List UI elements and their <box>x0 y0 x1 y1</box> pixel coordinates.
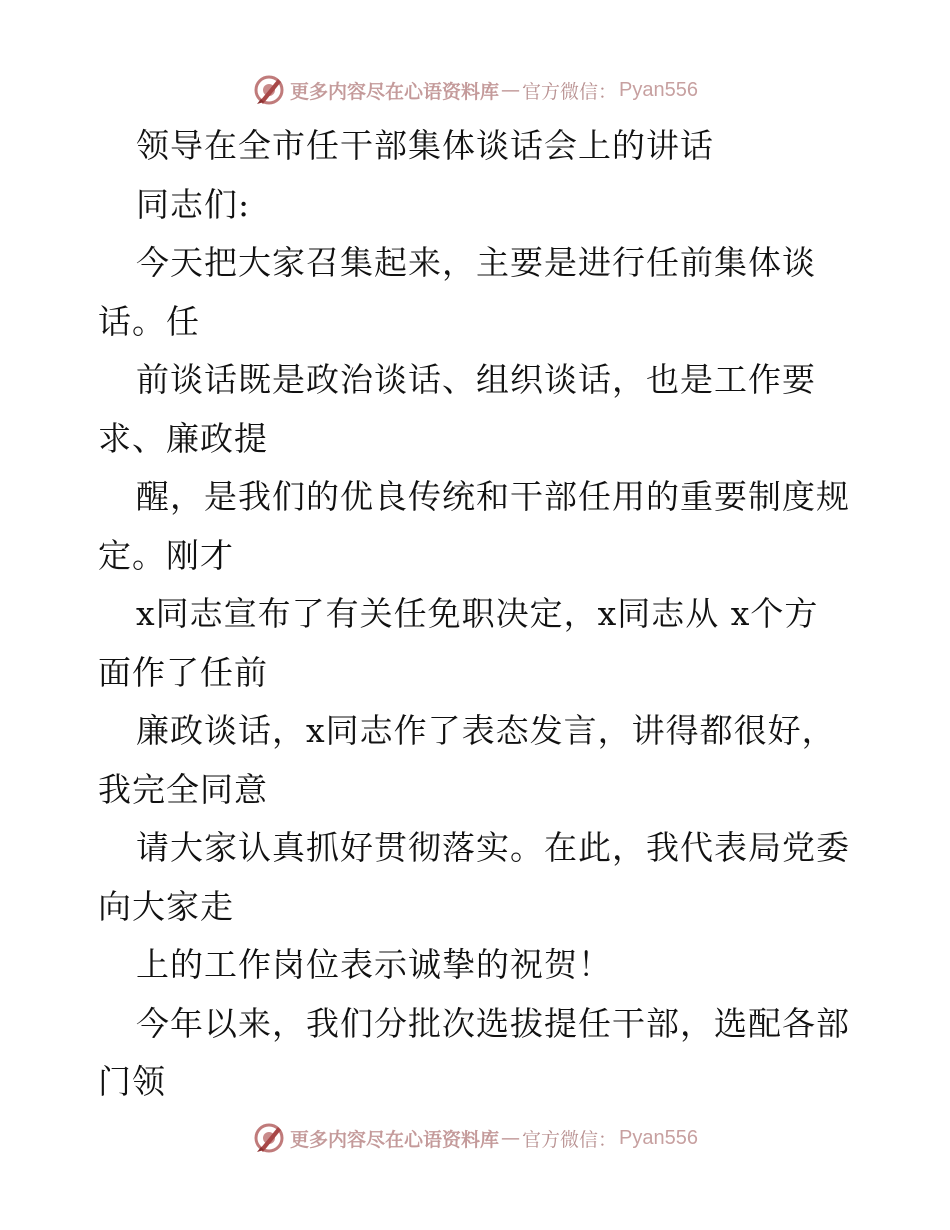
text-line: 门领 <box>98 1062 166 1101</box>
banner-slogan: 更多内容尽在心语资料库 <box>290 80 500 103</box>
text-line: 定。刚才 <box>98 535 234 575</box>
header-banner <box>0 70 950 110</box>
text-line: 今天把大家召集起来，主要是进行任前集体谈 <box>136 243 816 282</box>
text-line: 同志们: <box>136 184 251 224</box>
quill-pen-logo-icon <box>252 73 286 107</box>
text-line: x同志宣布了有关任免职决定，x同志从 x个方 <box>136 594 819 633</box>
text-line: 今年以来，我们分批次选拔提任干部，选配各部 <box>136 1003 850 1043</box>
text-line: 向大家走 <box>98 886 234 926</box>
document-title-line: 领导在全市任干部集体谈话会上的讲话 <box>136 126 714 165</box>
banner-wechat-label: 官方微信： <box>522 1128 618 1151</box>
banner-wechat-id: Pyan556 <box>619 1126 698 1149</box>
text-line: 请大家认真抓好贯彻落实。在此，我代表局党委 <box>136 828 850 867</box>
banner-wechat-label: 官方微信： <box>522 80 618 103</box>
banner-wechat-id: Pyan556 <box>619 78 698 101</box>
text-line: 廉政谈话，x同志作了表态发言，讲得都很好， <box>136 711 836 750</box>
quill-pen-logo-icon <box>252 1121 286 1155</box>
text-line: 求、廉政提 <box>98 418 268 458</box>
text-line: 面作了任前 <box>98 652 268 692</box>
banner-separator: — <box>501 1127 521 1149</box>
document-body <box>98 117 858 1112</box>
text-line: 话。任 <box>98 301 200 341</box>
footer-banner <box>0 1118 950 1158</box>
text-line: 前谈话既是政治谈话、组织谈话，也是工作要 <box>136 360 816 399</box>
text-line: 上的工作岗位表示诚挚的祝贺！ <box>136 945 612 984</box>
text-line: 我完全同意 <box>98 769 268 809</box>
banner-separator: — <box>501 79 521 101</box>
banner-slogan: 更多内容尽在心语资料库 <box>290 1128 500 1151</box>
text-line: 醒，是我们的优良传统和干部任用的重要制度规 <box>136 477 850 516</box>
